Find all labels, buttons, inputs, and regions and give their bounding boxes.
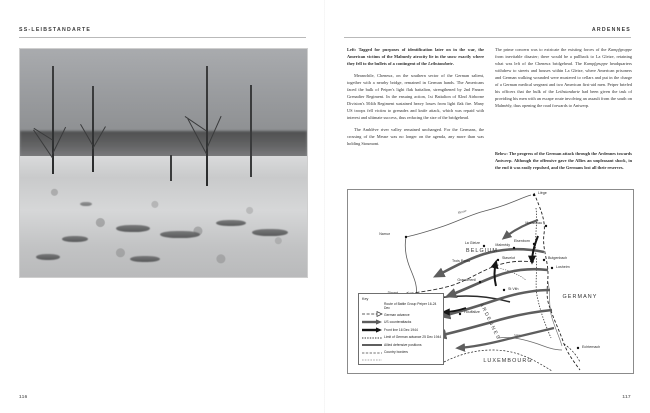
caption-lead: Left: <box>347 47 357 52</box>
key-label-us-counterattacks: US counterattacks <box>384 320 412 325</box>
key-item-allied-positions <box>362 343 443 349</box>
photo-body <box>80 202 92 206</box>
town-label-la-gleize: La Gleize <box>464 241 480 245</box>
key-item-front-line <box>362 328 443 334</box>
key-label-peiper-route: Route of Battle Group Peiper 16-24 Dec <box>384 302 437 310</box>
para-segment: from inevitable disaster; there would be a pullback to La Gleize, retaining what was left of the Cheneux bridgehead. The <box>495 54 632 67</box>
grey-arrow-icon <box>362 312 384 318</box>
photo-tree <box>92 86 94 172</box>
text-column-2 <box>495 46 632 114</box>
dotted-line-icon <box>362 328 384 334</box>
ardennes-map <box>347 189 634 374</box>
town-label-grandmenil: Grandmenil <box>457 278 476 282</box>
malmedy-photograph <box>19 48 308 278</box>
country-label-belgium: BELGIUM <box>466 248 498 254</box>
us-counterattack-arrow <box>532 236 538 262</box>
river-meuse <box>406 195 531 237</box>
town-label-monschau: Monschau <box>525 221 542 225</box>
photo-body <box>216 220 246 226</box>
body-paragraph: Meanwhile, Cheneux, on the southern sector of the German salient, together with a nearby bridge, remained in German hands. The Americans faced the bulk of Peiper's light flak battalion, strengthened by 2nd Panzer Grenadier Regiment. In the ensuing action, 1st Battalion of 82nd Airborne Division's 504th Regiment sustained heavy losses from light flak fire. Many US troops fell victim to grenades and knife attack, which was repaid with interest and ultimate success, thus reducing the size of the bridgehead. <box>347 73 484 121</box>
header-rule-right <box>344 37 631 38</box>
town-label-echternach: Echternach <box>582 345 601 349</box>
folio-left: 116 <box>19 394 28 399</box>
hollow-arrow-line-icon <box>362 304 384 310</box>
dashed-line-icon <box>362 343 384 349</box>
photo-body <box>252 229 288 236</box>
photo-snow-texture <box>20 156 307 277</box>
photo-caption <box>347 46 484 67</box>
map-caption <box>495 150 632 171</box>
river-label-sure: Sûre <box>514 333 521 337</box>
photo-tree <box>52 66 54 174</box>
para-segment: The prime concern was to extricate the existing forces of the <box>495 47 609 52</box>
photo-fence-post <box>170 155 172 181</box>
town-label-trois-ponts: Trois Ponts <box>451 259 470 263</box>
photo-body <box>36 254 60 260</box>
key-item-us-counterattacks <box>362 320 443 326</box>
thick-solid-line-icon <box>362 335 384 341</box>
map-caption-text: The progress of the German attack through the Ardennes towards Antwerp. Although the offensive gave the Allies an unpleasant shock, in the end it was easily repulsed, and the Germans lost all their reserves. <box>495 151 632 171</box>
photo-telegraph-pole <box>250 85 252 177</box>
key-label-country-borders: Country borders <box>384 350 408 355</box>
river-meuse-south <box>405 237 416 296</box>
river-our <box>548 282 562 346</box>
text-column-1 <box>347 46 484 152</box>
black-arrow-icon <box>362 320 384 326</box>
region-label-ardennes: ARDENNES <box>478 302 502 342</box>
town-label-elsenborn: Elsenborn <box>513 239 530 243</box>
river-label-meuse: Meuse <box>457 208 468 215</box>
running-head-right: ARDENNES <box>591 27 631 33</box>
town-label-stavelot: Stavelot <box>502 256 515 260</box>
key-label-allied-positions: Allied defensive positions <box>384 342 422 347</box>
folio-right: 117 <box>622 394 631 399</box>
caption-italic-term: Leibstandarte <box>428 61 453 67</box>
photo-body <box>62 236 88 242</box>
german-advance-arrow <box>458 328 554 348</box>
map-caption-lead: Below: <box>495 151 508 156</box>
para-segment: had been given the task of providing his men with an escape route involving an assault from the south on Malmédy, thus opening the road forwards to Antwerp. <box>495 89 633 109</box>
italic-term-leibstandarte: Leibstandarte <box>555 89 580 95</box>
map-key-title: Key <box>362 297 369 301</box>
key-item-german-advance <box>362 312 443 318</box>
front-line-16-dec <box>535 208 551 338</box>
caption-end: . <box>452 61 454 67</box>
town-label-butgenbach: Butgenbach <box>548 256 568 260</box>
key-label-front-line: Front line 16 Dec 1944 <box>384 327 418 332</box>
body-paragraph: The Amblève river valley remained unchanged. For the Germans, the crossing of the Meuse was no longer on the agenda, any more than was holding Stoumont. <box>347 127 484 147</box>
map-key <box>358 293 444 365</box>
border-lux-germany <box>564 344 580 362</box>
caption-body: Tagged for purposes of identification later on in the war, the American victims of the Malmedy atrocity lie in the snow exactly where they fell to the bullets of a contingent of the <box>347 47 484 67</box>
town-label-liege: Liège <box>538 191 547 195</box>
para-segment: headquarters withdrew to streets and houses within La Gleize, where American prisoners and German walking wounded were mustered to cellars and put in the charge of a German medical sergeant and two American first-aid men. Peiper briefed his officers that the bulk of the <box>495 61 632 95</box>
italic-term-kampfgruppe: Kampfgruppe <box>608 47 632 52</box>
italic-term-kampfgruppe: Kampfgruppe <box>583 61 608 67</box>
country-label-luxembourg: LUXEMBOURG <box>483 358 533 364</box>
town-label-malmedy: Malmédy <box>495 243 510 247</box>
town-label-st-vith: St Vith <box>508 287 519 291</box>
us-counterattack-arrow <box>495 262 497 286</box>
key-label-limit-advance: Limit of German advance 25 Dec 1944 <box>384 335 442 340</box>
border-germany <box>534 193 580 370</box>
right-page <box>325 0 650 413</box>
key-item-peiper-route <box>362 303 443 311</box>
country-label-germany: GERMANY <box>562 294 598 300</box>
photo-tree <box>206 66 208 186</box>
photo-body <box>116 225 150 232</box>
thin-dash-line-icon <box>362 350 384 356</box>
town-label-losheim: Losheim <box>556 265 570 269</box>
body-paragraph <box>495 46 632 109</box>
key-item-country-borders <box>362 350 443 356</box>
key-label-german-advance: German advance <box>384 312 410 317</box>
key-item-limit-advance <box>362 335 443 341</box>
town-label-namur: Namur <box>379 232 390 236</box>
header-rule-left <box>19 37 306 38</box>
town-label-houffalize: Houffalize <box>464 310 480 314</box>
running-head-left: SS-LEIBSTANDARTE <box>19 27 92 33</box>
